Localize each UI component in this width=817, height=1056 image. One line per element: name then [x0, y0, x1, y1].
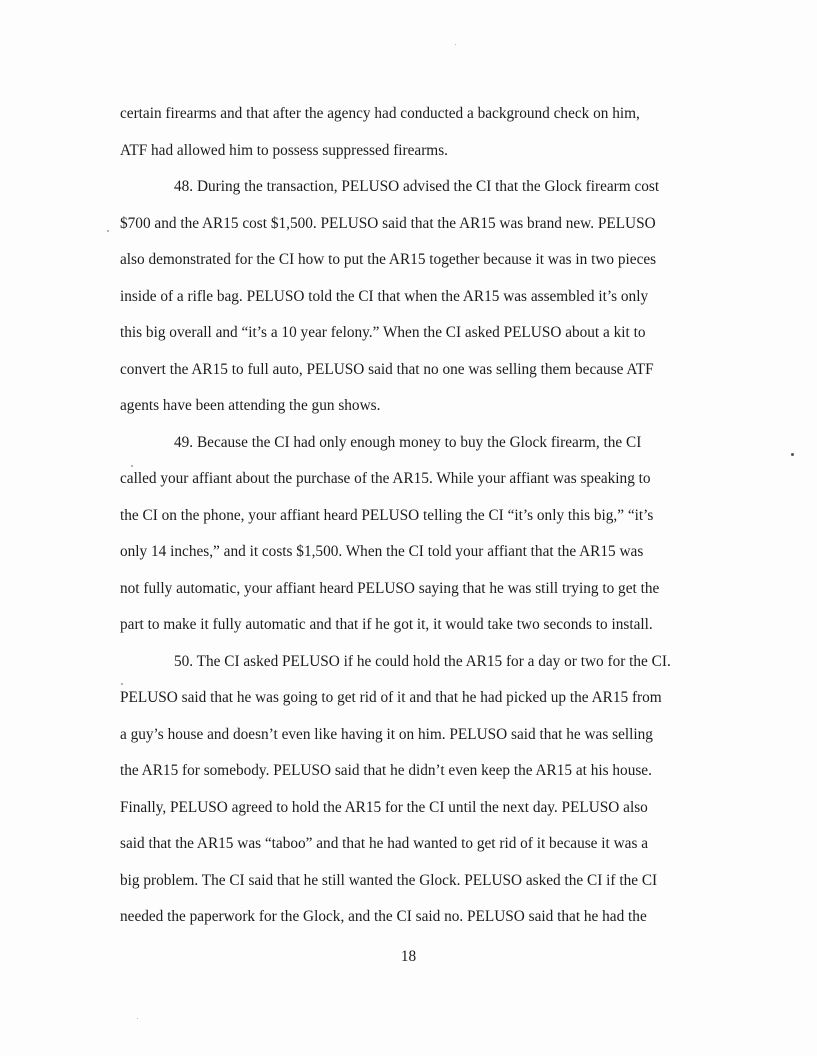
text-line: PELUSO said that he was going to get rid of it and that he had picked up the AR15 from	[120, 689, 662, 706]
text-line: convert the AR15 to full auto, PELUSO said that no one was selling them because ATF	[120, 360, 654, 378]
text-line: certain firearms and that after the agency had conducted a background check on him,	[120, 105, 640, 122]
text-line: agents have been attending the gun shows.	[120, 397, 381, 414]
text-line: said that the AR15 was “taboo” and that he had wanted to get rid of it because it was a	[120, 835, 649, 852]
text-line: not fully automatic, your affiant heard PELUSO saying that he was still trying to get the	[120, 579, 660, 597]
text-line: this big overall and “it’s a 10 year felony.” When the CI asked PELUSO about a kit to	[120, 324, 646, 341]
body-text	[120, 96, 705, 936]
scan-speck	[107, 230, 109, 232]
paragraph-49-start: 49. Because the CI had only enough money to buy the Glock firearm, the CI	[174, 433, 642, 451]
text-line: only 14 inches,” and it costs $1,500. When the CI told your affiant that the AR15 was	[120, 543, 644, 560]
text-line: the AR15 for somebody. PELUSO said that he didn’t even keep the AR15 at his house.	[120, 762, 652, 779]
text-line: big problem. The CI said that he still wanted the Glock. PELUSO asked the CI if the CI	[120, 871, 658, 889]
paragraph-50-start: 50. The CI asked PELUSO if he could hold the AR15 for a day or two for the CI.	[174, 652, 671, 670]
text-line: part to make it fully automatic and that if he got it, it would take two seconds to install.	[120, 616, 653, 633]
text-line: called your affiant about the purchase of the AR15. While your affiant was speaking to	[120, 470, 651, 487]
paragraph-48-start: 48. During the transaction, PELUSO advised the CI that the Glock firearm cost	[174, 178, 660, 195]
text-line: also demonstrated for the CI how to put the AR15 together because it was in two pieces	[120, 251, 657, 268]
text-line: the CI on the phone, your affiant heard PELUSO telling the CI “it’s only this big,” “it’s	[120, 506, 654, 524]
page-number: 18	[400, 948, 417, 965]
scan-speck	[791, 453, 794, 456]
scan-speck	[137, 1018, 138, 1019]
text-line: ATF had allowed him to possess suppressed firearms.	[120, 141, 448, 159]
scan-speck	[131, 465, 133, 467]
text-line: $700 and the AR15 cost $1,500. PELUSO said that the AR15 was brand new. PELUSO	[120, 214, 656, 232]
scan-speck	[455, 44, 456, 45]
text-line: needed the paperwork for the Glock, and the CI said no. PELUSO said that he had the	[120, 908, 647, 925]
scan-speck	[121, 683, 123, 685]
text-line: Finally, PELUSO agreed to hold the AR15 for the CI until the next day. PELUSO also	[120, 798, 648, 816]
text-line: a guy’s house and doesn’t even like having it on him. PELUSO said that he was selling	[120, 725, 653, 743]
text-line: inside of a rifle bag. PELUSO told the CI that when the AR15 was assembled it’s only	[120, 287, 649, 305]
